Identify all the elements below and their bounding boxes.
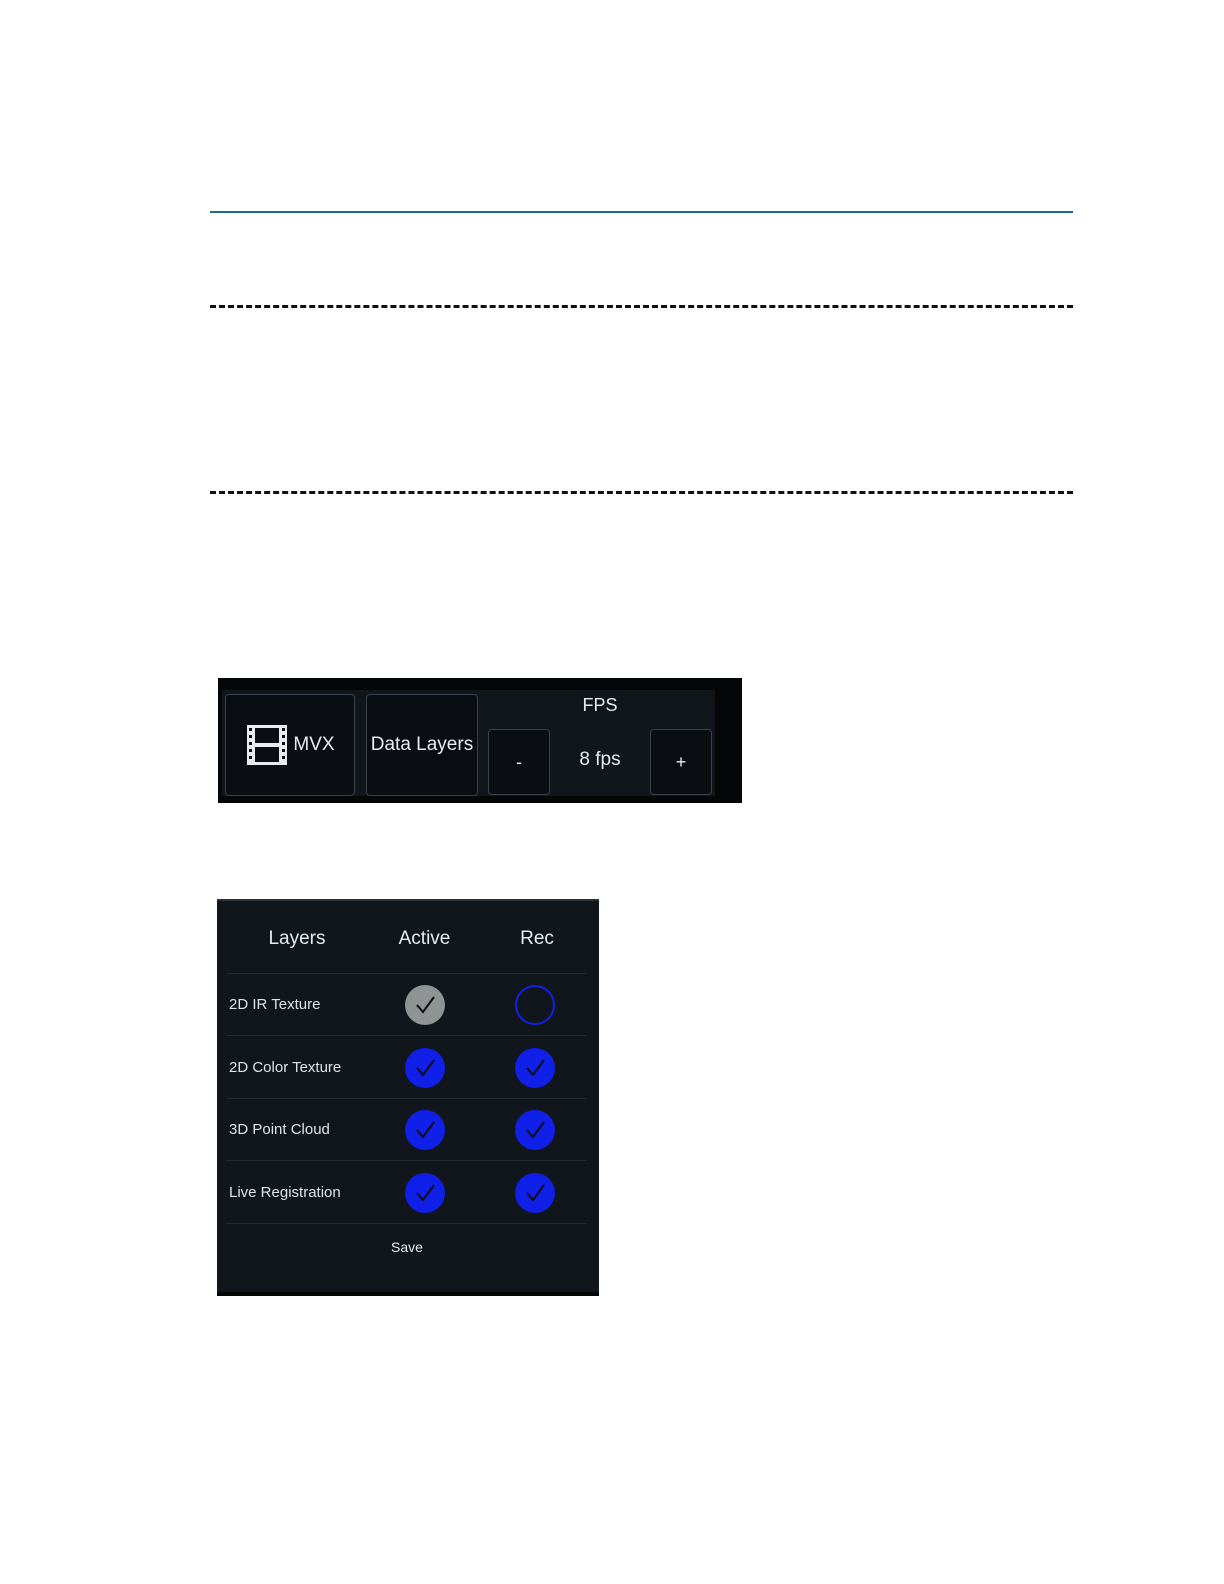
minus-label: -: [516, 751, 522, 772]
fps-title: FPS: [582, 695, 618, 715]
checkmark-icon: [413, 1056, 437, 1080]
rec-toggle[interactable]: [515, 985, 555, 1025]
active-toggle[interactable]: [405, 1110, 445, 1150]
header-rule: [210, 211, 1073, 213]
layer-name: Live Registration: [229, 1183, 341, 1201]
checkmark-icon: [413, 1181, 437, 1205]
data-layers-panel: [217, 899, 599, 1296]
data-layers-label: Data Layers: [370, 734, 474, 755]
rec-toggle[interactable]: [515, 1173, 555, 1213]
checkmark-icon: [413, 993, 437, 1017]
toolbar-screenshot: [218, 678, 742, 803]
fps-decrease-button[interactable]: [488, 729, 550, 795]
toolbar-panel: [222, 690, 715, 796]
active-column-header: Active: [398, 928, 451, 949]
layers-column-header: Layers: [268, 928, 326, 949]
layer-name: 2D Color Texture: [229, 1058, 342, 1076]
rec-column-header: Rec: [520, 928, 554, 949]
active-toggle[interactable]: [405, 1173, 445, 1213]
checkmark-icon: [413, 1118, 437, 1142]
rec-toggle[interactable]: [515, 1110, 555, 1150]
layer-row: [227, 974, 587, 1036]
layer-name: 2D IR Texture: [229, 996, 321, 1013]
active-toggle[interactable]: [405, 985, 445, 1025]
row-divider: [227, 1223, 587, 1224]
dashed-divider-top: [210, 305, 1073, 308]
layer-row: [227, 1162, 587, 1224]
save-button[interactable]: Save: [391, 1239, 423, 1255]
layer-row: [227, 1099, 587, 1161]
fps-increase-button[interactable]: [650, 729, 712, 795]
film-strip-icon: [245, 723, 289, 767]
layer-row: [227, 1037, 587, 1099]
dashed-divider-bottom: [210, 491, 1073, 494]
mvx-label: MVX: [293, 734, 335, 755]
layer-name: 3D Point Cloud: [229, 1121, 330, 1138]
active-toggle[interactable]: [405, 1048, 445, 1088]
mvx-button[interactable]: [225, 694, 355, 796]
rec-toggle[interactable]: [515, 1048, 555, 1088]
data-layers-button[interactable]: [366, 694, 478, 796]
checkmark-icon: [523, 1118, 547, 1142]
checkmark-icon: [523, 1181, 547, 1205]
plus-label: +: [675, 751, 687, 772]
checkmark-icon: [523, 1056, 547, 1080]
fps-value: 8 fps: [579, 749, 621, 770]
